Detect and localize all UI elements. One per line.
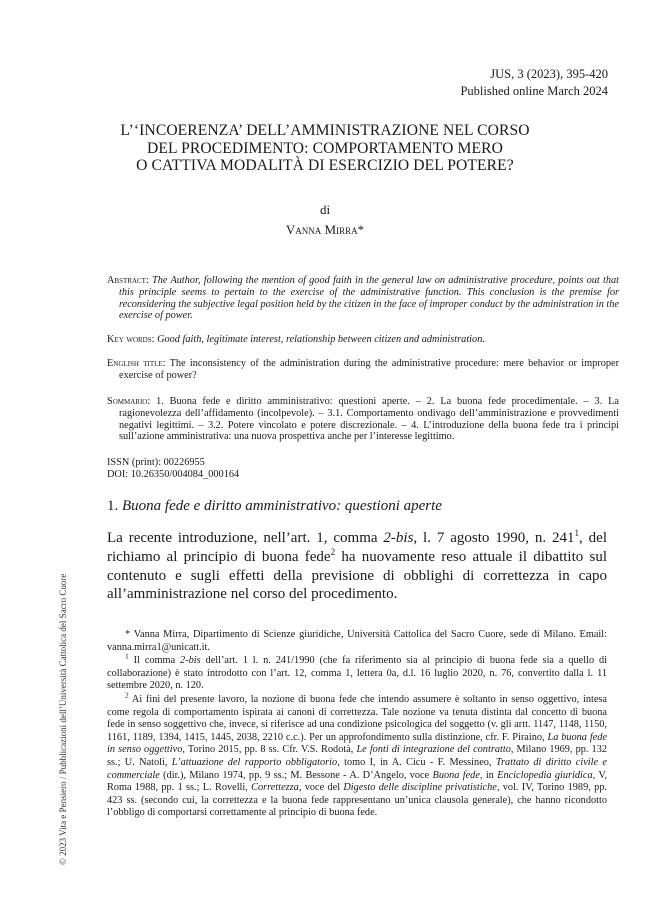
title-line: O CATTIVA MODALITÀ DI ESERCIZIO DEL POTERE? [136,157,514,174]
section-number: 1. [107,498,119,514]
journal-reference [460,66,608,100]
section-title: Buona fede e diritto amministrativo: questioni aperte [122,498,442,514]
body-paragraph [107,529,607,604]
footnote-text-italic: Digesto delle discipline privatistiche [343,782,497,794]
body-text: , l. 7 agosto 1990, n. 241 [413,530,575,546]
body-text-italic: 2-bis [383,530,414,546]
footnote-2 [107,690,608,820]
footnote-text-italic: Buona fede [432,769,480,781]
summary [107,396,619,443]
english-title-text: The inconsistency of the administration during the administrative procedure: mere behavior or improper exercise of power? [119,358,619,381]
article-title [70,122,580,175]
footnote-text: , tomo I, in A. Cicu - F. Messineo, [337,756,496,768]
footnote-text-italic: Enciclopedia giuridica [497,769,593,781]
footnotes [107,629,607,821]
summary-text: 1. Buona fede e diritto amministrativo: questioni aperte. – 2. La buona fede procedimentale. – 3. La ragionevolezza dell’affidamento (incolpevole). – 3.1. Comportamento ondivago dell’amministrazione e provvedimenti negativi legittimi. – 3.2. Potere vincolato e potere discrezionale. – 4. L’introduzione della buona fede tra i principi sull’azione amministrativa: una nuova prospettiva anche per l’interesse legittimo. [119,396,619,443]
footnote-number: 1 [125,651,129,661]
footnote-1 [107,651,607,693]
title-line: L’‘INCOERENZA’ DELL’AMMINISTRAZIONE NEL CORSO [120,122,530,139]
footnote-text: Ai fini del presente lavoro, la nozione di buona fede che intendo assumere è soltanto in senso oggettivo, intesa come regola di comportamento ispirata ai canoni di correttezza. Tale nozione va tenuta distinta dal concetto di buona fede in senso soggettivo che, invece, si riferisce ad una condizione psicologica del soggetto (v. gli artt. 1147, 1148, 1150, 1161, 1189, 1394, 1415, 1445, 2038, 2210 c.c.). Per un approfondimento sulla distinzione, cfr. F. Piraino, [107,693,607,743]
keywords [107,334,607,346]
footnote-ref[interactable]: 2 [330,546,336,557]
footnote-text: , V, Roma 1988, pp. 1 ss.; L. Rovelli, [107,769,608,794]
footnote-text: dell’art. 1 l. n. 241/1990 (che fa riferimento sia al principio di buona fede sia a quello di collaborazione) è stato introdotto con l’art. 12, comma 1, lettera 0a, d.l. 16 luglio 2020, n. 76, convertito dalla l. 11 settembre 2020, n. 120. [107,655,607,692]
english-title [107,358,619,382]
footnote-text-italic: La buona fede in senso oggettivo [107,731,607,756]
body-text: ha nuovamente reso attuale il dibattito sul contenuto e sugli effetti della previsione di obblighi di correttezza in capo all’amministrazione nel corso del procedimento. [107,548,607,603]
by-word: di [319,202,331,217]
author-name: Vanna Mirra* [285,222,365,237]
issn: ISSN (print): 00226955 [107,457,205,468]
keywords-label: Key words: [107,334,155,345]
footnote-text: Il comma [128,655,181,667]
title-line: DEL PROCEDIMENTO: COMPORTAMENTO MERO [147,139,503,157]
abstract-text: The Author, following the mention of good faith in the general law on administrative procedure, points out that this principle seems to pertain to the exercise of the administrative function. This conclusion is the premise for reconsidering the subjective legal position held by the citizen in the face of improper conduct by the administration in the exercise of power. [119,275,619,322]
section-heading [107,498,442,515]
footnote-text: , in [479,769,498,781]
english-title-label: English title: [107,358,166,369]
footnote-ref[interactable]: 1 [574,528,580,538]
footnote-text: , vol. IV, Torino 1989, pp. 423 ss. (secondo cui, la correttezza e la buona fede rappresentano un’unica clausola generale), che hanno ricondotto l’obbligo di comportarsi correttamente al principio di buona fede. [107,782,607,819]
body-text: , del richiamo al principio di buona fede [107,530,607,565]
footnote-text-italic: Le fonti di integrazione del contratto [356,744,511,756]
footnote-text-italic: L’attuazione del rapporto obbligatorio [171,756,338,768]
publication-date: Published online March 2024 [460,84,608,98]
footnote-text-italic: Trattato di diritto civile e commerciale [107,756,607,781]
journal-citation: JUS, 3 (2023), 395-420 [490,67,608,81]
summary-label: Sommario: [107,396,151,407]
footnote-text: , voce del [298,782,344,794]
keywords-text: Good faith, legitimate interest, relationship between citizen and administration. [157,334,485,345]
copyright-sidebar: © 2023 Vita e Pensiero / Pubblicazioni dell’Università Cattolica del Sacro Cuore [58,573,68,865]
footnote-text: (dir.), Milano 1974, pp. 9 ss.; M. Bessone - A. D’Angelo, voce [159,769,433,781]
doi: DOI: 10.26350/004084_000164 [107,469,240,480]
footnote-text-italic: 2-bis [180,655,201,667]
footnote-text: , Torino 2015, pp. 8 ss. Cfr. V.S. Rodotà, [182,744,357,756]
footnote-text: , Milano 1969, pp. 132 ss.; U. Natoli, [107,744,607,768]
footnote-author: * Vanna Mirra, Dipartimento di Scienze giuridiche, Università Cattolica del Sacro Cuore, sede di Milano. Email: vanna.mirra1@unicatt.it. [107,629,607,653]
footnote-number: 2 [125,690,129,700]
body-text: La recente introduzione, nell’art. 1, comma [107,530,384,546]
abstract-label: Abstract: [107,275,149,286]
footnote-text-italic: Correttezza [251,782,299,794]
abstract [107,275,619,322]
